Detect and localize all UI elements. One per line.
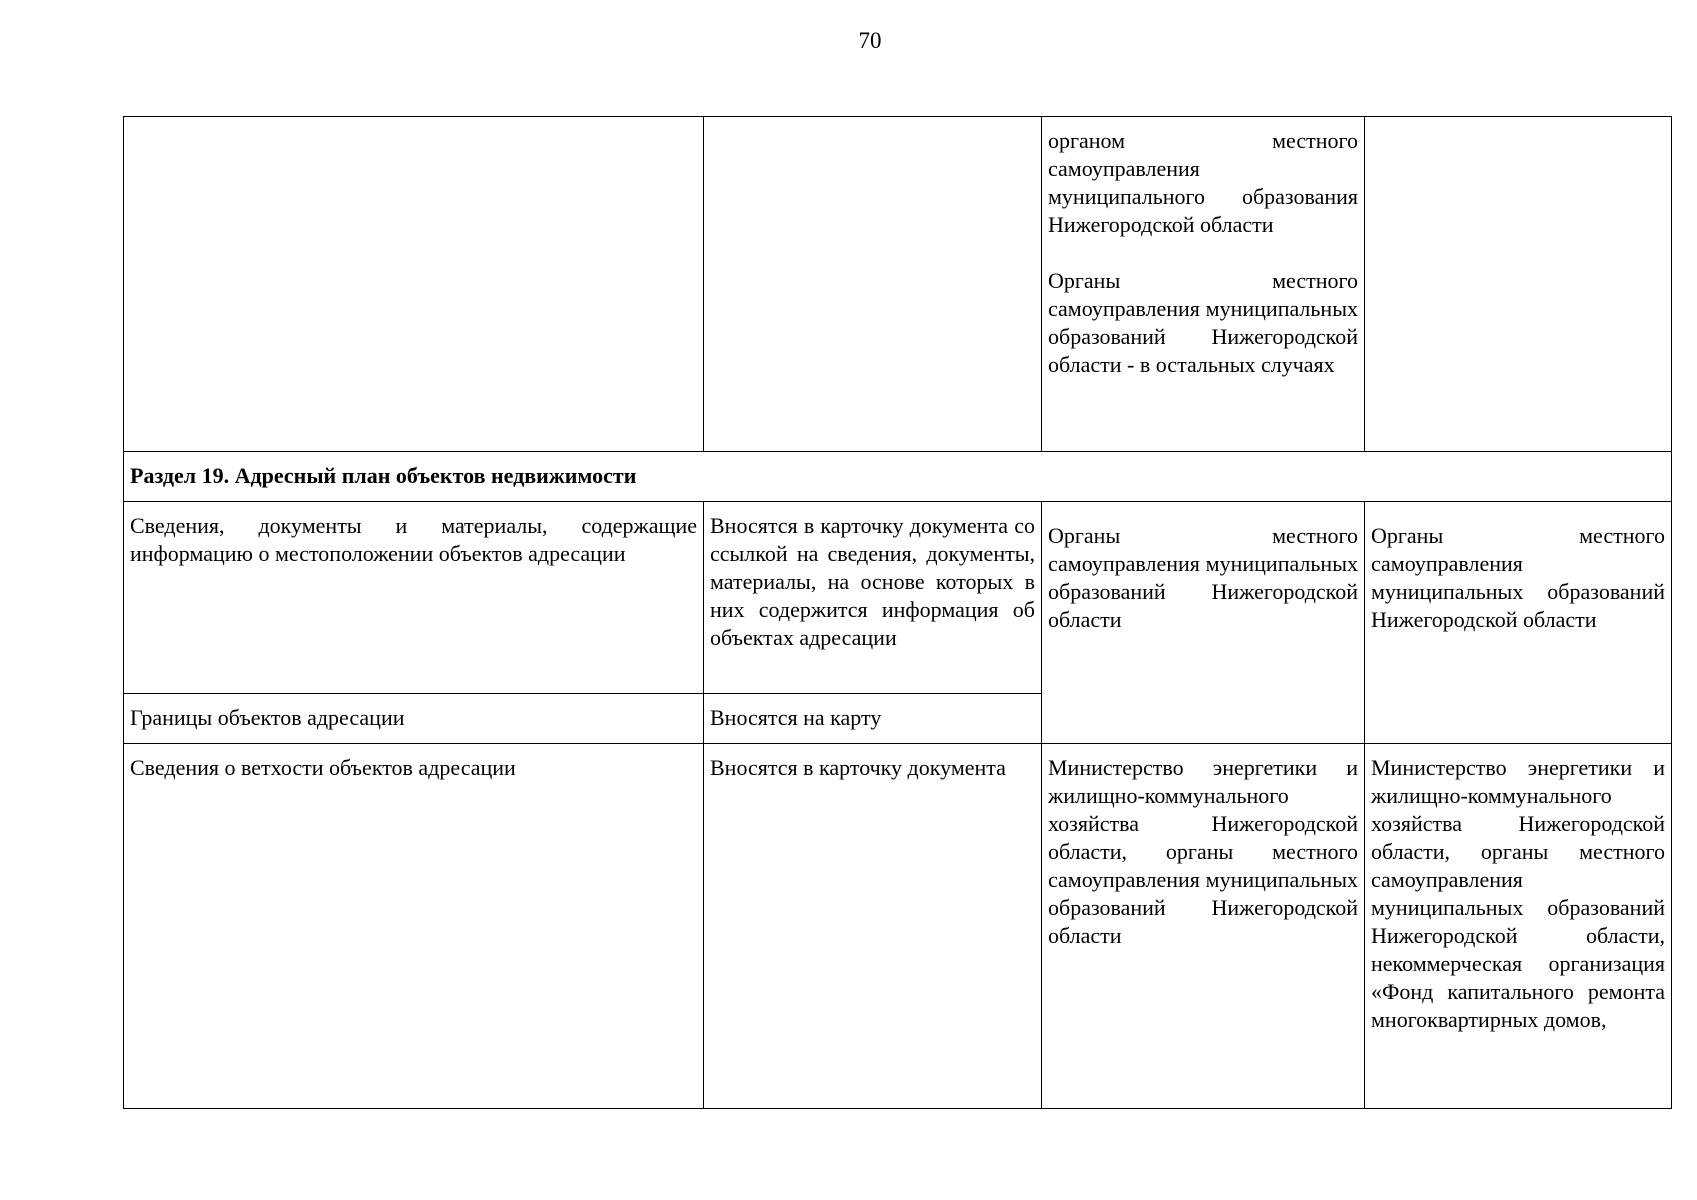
paragraph-gap xyxy=(1048,239,1358,267)
table-row-dilapidation xyxy=(124,744,1672,1109)
continuation-col4-cell xyxy=(1365,117,1672,452)
dilapidation-col3: Министерство энергетики и жилищно-коммунального хозяйства Нижегородской области, органы местного самоуправления муниципальных образований Нижегородской области xyxy=(1042,744,1365,1109)
address-info-col1: Сведения, документы и материалы, содержащие информацию о местоположении объектов адресации xyxy=(124,502,704,694)
address-info-col2: Вносятся в карточку документа со ссылкой на сведения, документы, материалы, на основе которых в них содержится информация об объектах адресации xyxy=(704,502,1042,694)
document-table xyxy=(123,116,1672,1109)
table-row-address-info xyxy=(124,502,1672,694)
section-title: Раздел 19. Адресный план объектов недвижимости xyxy=(124,452,1672,502)
table-row-section-header xyxy=(124,452,1672,502)
page-number: 70 xyxy=(858,28,882,53)
address-info-col3: Органы местного самоуправления муниципальных образований Нижегородской области xyxy=(1042,502,1365,744)
address-info-col4: Органы местного самоуправления муниципальных образований Нижегородской области xyxy=(1365,502,1672,744)
table-row-continuation xyxy=(124,117,1672,452)
dilapidation-col4: Министерство энергетики и жилищно-коммунального хозяйства Нижегородской области, органы местного самоуправления муниципальных образований Нижегородской области, некоммерческая организация «Фонд капитального ремонта многоквартирных домов, xyxy=(1365,744,1672,1109)
continuation-col1-cell xyxy=(124,117,704,452)
dilapidation-col2: Вносятся в карточку документа xyxy=(704,744,1042,1109)
boundaries-col1: Границы объектов адресации xyxy=(124,694,704,744)
dilapidation-col1: Сведения о ветхости объектов адресации xyxy=(124,744,704,1109)
boundaries-col2: Вносятся на карту xyxy=(704,694,1042,744)
continuation-col3-cell xyxy=(1042,117,1365,452)
continuation-col3-part2: Органы местного самоуправления муниципальных образований Нижегородской области - в остальных случаях xyxy=(1048,268,1358,377)
continuation-col3-part1: органом местного самоуправления муниципального образования Нижегородской области xyxy=(1048,128,1358,237)
continuation-col2-cell xyxy=(704,117,1042,452)
